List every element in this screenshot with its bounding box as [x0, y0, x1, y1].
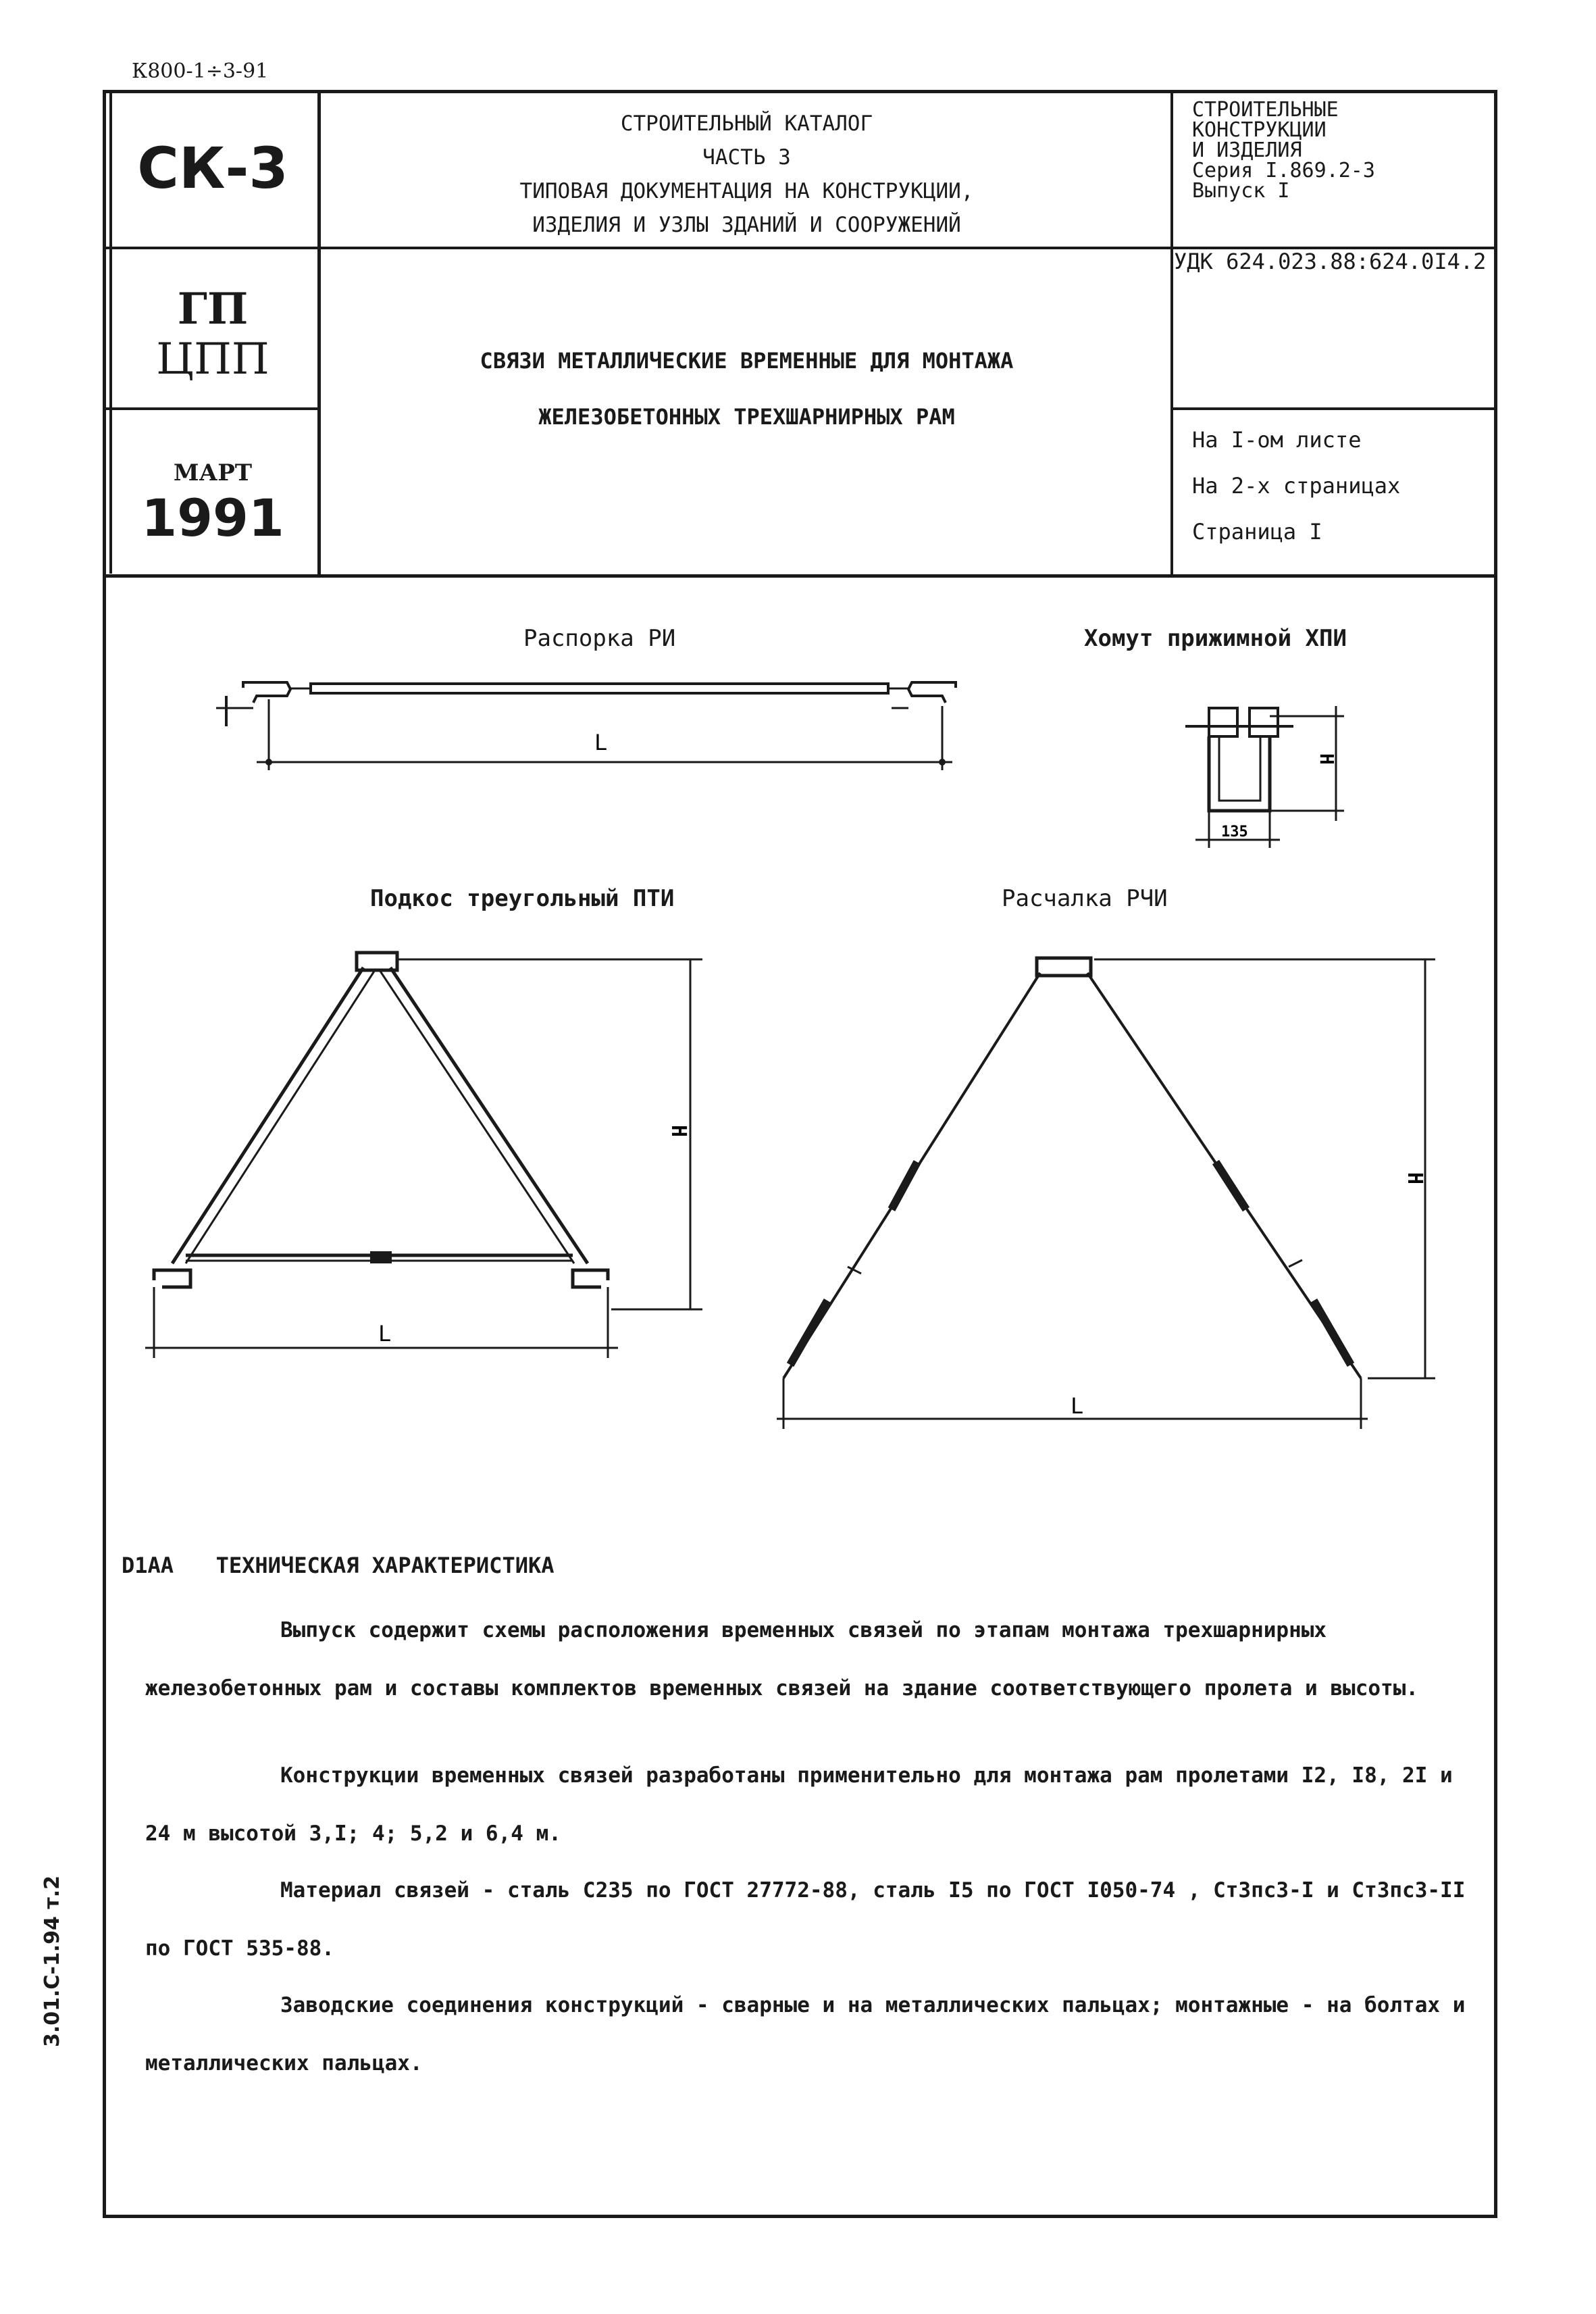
clamp-caption: Хомут прижимной ХПИ — [1084, 625, 1347, 652]
clamp-drawing — [1185, 706, 1344, 848]
paragraph-2: Конструкции временных связей разработаны применительно для монтажа рам пролетами I2, I8, 2I и 24 м высотой 3,I; 4; 5,2 и 6,4 м. — [145, 1763, 1453, 1846]
catalog-line-1: СТРОИТЕЛЬНЫЙ КАТАЛОГ — [620, 111, 873, 136]
clamp-dim-135: 135 — [1221, 824, 1248, 840]
series-line-4: Серия I.869.2-3 — [1192, 159, 1375, 182]
strut-pipe — [311, 684, 888, 693]
section-title: ТЕХНИЧЕСКАЯ ХАРАКТЕРИСТИКА — [215, 1553, 555, 1578]
brace-right-foot — [573, 1270, 608, 1287]
guy-left-turnbuckle-2 — [790, 1301, 827, 1365]
guy-right-turnbuckle-1 — [1216, 1162, 1246, 1209]
stamp-month: МАРТ — [173, 459, 253, 486]
guy-caption: Расчалка РЧИ — [1002, 885, 1168, 912]
paragraph-1: Выпуск содержит схемы расположения временных связей по этапам монтажа трехшарнирных железобетонных рам и составы комплектов временных связей на здание соответствующего пролета и высоты. — [145, 1618, 1419, 1701]
brace-left-leg — [172, 967, 363, 1263]
strut-right-end — [908, 682, 956, 703]
guy-left-turnbuckle-1 — [892, 1162, 917, 1209]
stamp-cpp: ЦПП — [156, 334, 269, 384]
clamp-bolt-head — [1209, 708, 1237, 736]
paragraph-4: Заводские соединения конструкций - сварные и на металлических пальцах; монтажные - на болтах и металлических пальцах. — [145, 1993, 1466, 2076]
brace-dim-h: H — [667, 1125, 690, 1138]
brace-right-leg — [390, 967, 588, 1263]
section-heading — [122, 1553, 555, 1578]
series-line-2: КОНСТРУКЦИИ — [1192, 118, 1327, 142]
guy-dim-l: L — [1071, 1393, 1084, 1419]
document-title-line-2: ЖЕЛЕЗОБЕТОННЫХ ТРЕХШАРНИРНЫХ РАМ — [538, 404, 955, 430]
page-count: На 2-х страницах — [1192, 473, 1401, 499]
strut-caption: Распорка РИ — [523, 625, 676, 652]
paragraph-3: Материал связей - сталь С235 по ГОСТ 27772-88, сталь I5 по ГОСТ I050-74 , Ст3пс3-I и Ст3пс3-II по ГОСТ 535-88. — [145, 1878, 1466, 1961]
guy-apex — [1037, 958, 1091, 976]
strut-drawing — [216, 682, 956, 770]
guy-right-turnbuckle-2 — [1314, 1301, 1351, 1365]
stamp-ck3: СК-3 — [137, 135, 288, 201]
catalog-line-2: ЧАСТЬ 3 — [702, 145, 791, 170]
catalog-line-4: ИЗДЕЛИЯ И УЗЛЫ ЗДАНИЙ И СООРУЖЕНИЙ — [532, 213, 961, 237]
strut-left-end — [243, 682, 290, 703]
catalog-line-3: ТИПОВАЯ ДОКУМЕНТАЦИЯ НА КОНСТРУКЦИИ, — [519, 179, 974, 203]
side-document-code: 3.01.С-1.94 т.2 — [41, 1875, 64, 2047]
guy-drawing — [777, 958, 1435, 1429]
document-code: К800-1÷3-91 — [132, 59, 269, 83]
series-line-5: Выпуск I — [1192, 179, 1290, 203]
sheet-count: На I-ом листе — [1192, 427, 1362, 453]
series-line-1: СТРОИТЕЛЬНЫЕ — [1192, 98, 1339, 122]
brace-tie-coupler — [370, 1251, 392, 1263]
document-title-line-1: СВЯЗИ МЕТАЛЛИЧЕСКИЕ ВРЕМЕННЫЕ ДЛЯ МОНТАЖА — [480, 348, 1014, 374]
brace-drawing — [145, 953, 702, 1358]
clamp-dim-h: H — [1316, 753, 1338, 765]
series-line-3: И ИЗДЕЛИЯ — [1192, 139, 1302, 162]
brace-dim-l: L — [378, 1321, 392, 1347]
brace-left-foot — [154, 1270, 190, 1287]
page-number: Страница I — [1192, 519, 1322, 545]
strut-dim-label: L — [594, 730, 608, 755]
stamp-gp: ГП — [177, 284, 249, 334]
stamp-year: 1991 — [141, 488, 284, 548]
brace-caption: Подкос треугольный ПТИ — [370, 885, 675, 912]
udk-code: УДК 624.023.88:624.0I4.2 — [1174, 249, 1487, 274]
section-code: D1AA — [122, 1553, 174, 1578]
guy-dim-h: H — [1403, 1172, 1426, 1185]
